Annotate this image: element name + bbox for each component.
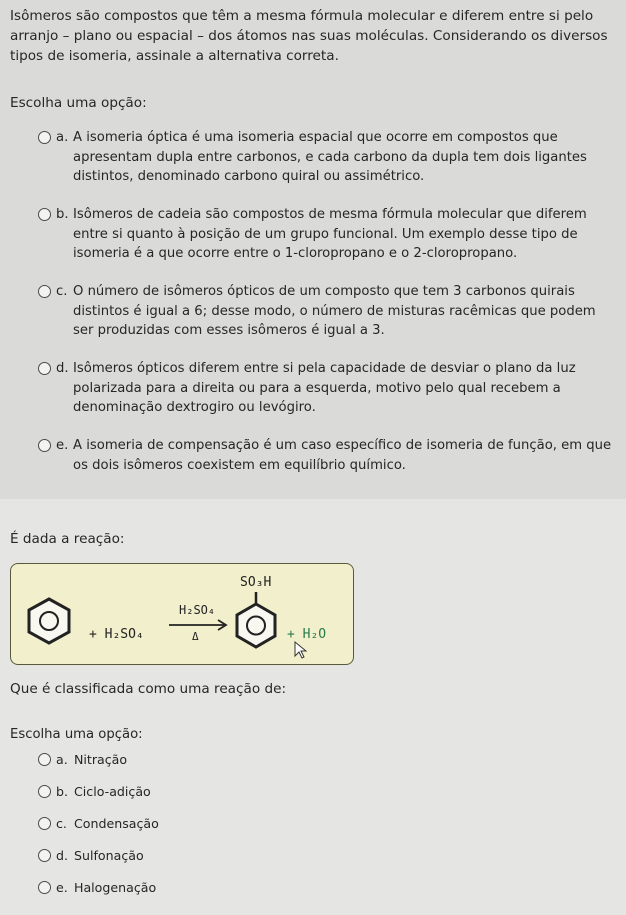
option-text: Isômeros de cadeia são compostos de mesma fórmula molecular que diferem entre si quanto à posição de um grupo funcional. Um exemplo desse tipo de isomeria é a que ocorre entre o 1-cloropropano e o 2-cloropropano. xyxy=(73,207,587,261)
mouse-cursor-icon xyxy=(295,642,306,658)
option-text: Isômeros ópticos diferem entre si pela capacidade de desviar o plano da luz polarizada para a direita ou para a esquerda, motivo pelo qual recebem a denominação dextrogiro ou levógiro. xyxy=(73,361,576,415)
q2-option-e[interactable] xyxy=(38,879,156,897)
condition-text: Δ xyxy=(192,630,199,643)
radio-button[interactable] xyxy=(38,131,51,144)
option-text: Sulfonação xyxy=(74,848,144,863)
q1-option-b[interactable] xyxy=(38,205,616,264)
option-letter: c. xyxy=(56,284,68,299)
radio-button[interactable] xyxy=(38,849,51,862)
reaction-image xyxy=(10,563,354,665)
option-text: O número de isômeros ópticos de um composto que tem 3 carbonos quirais distintos é igual a 6; desse modo, o número de misturas racêmicas que podem ser produzidas com esses isômeros é igual a 3. xyxy=(73,284,596,338)
option-letter: d. xyxy=(56,361,69,376)
radio-button[interactable] xyxy=(38,785,51,798)
q1-option-c[interactable] xyxy=(38,282,616,341)
option-letter: b. xyxy=(56,207,69,222)
product-group-text: SO₃H xyxy=(240,575,272,590)
reagent-text: + H₂SO₄ xyxy=(89,627,144,642)
q2-option-b[interactable] xyxy=(38,783,151,801)
question-2-title: É dada a reação: xyxy=(10,531,125,547)
radio-button[interactable] xyxy=(38,208,51,221)
radio-button[interactable] xyxy=(38,753,51,766)
option-text: A isomeria óptica é uma isomeria espacial que ocorre em compostos que apresentam dupla entre carbonos, e cada carbono da dupla tem dois ligantes distintos, denominado carbono quiral ou assimétrico. xyxy=(73,130,587,184)
radio-button[interactable] xyxy=(38,362,51,375)
q2-option-c[interactable] xyxy=(38,815,159,833)
catalyst-text: H₂SO₄ xyxy=(179,603,216,617)
option-text: Condensação xyxy=(74,816,159,831)
option-letter: e. xyxy=(56,438,69,453)
radio-button[interactable] xyxy=(38,881,51,894)
option-letter: a. xyxy=(56,752,68,767)
benzene-ring-icon xyxy=(29,599,69,643)
option-letter: d. xyxy=(56,848,68,863)
option-text: A isomeria de compensação é um caso específico de isomeria de função, em que os dois isômeros coexistem em equilíbrio químico. xyxy=(73,438,612,473)
option-letter: c. xyxy=(56,816,67,831)
q1-option-e[interactable] xyxy=(38,436,616,475)
option-letter: e. xyxy=(56,880,68,895)
option-letter: a. xyxy=(56,130,69,145)
byproduct-text: + H₂O xyxy=(287,627,327,642)
reaction-diagram xyxy=(11,564,353,664)
radio-button[interactable] xyxy=(38,285,51,298)
q1-option-d[interactable] xyxy=(38,359,616,418)
radio-button[interactable] xyxy=(38,439,51,452)
q1-option-a[interactable] xyxy=(38,128,616,187)
radio-button[interactable] xyxy=(38,817,51,830)
option-text: Halogenação xyxy=(74,880,157,895)
option-text: Nitração xyxy=(74,752,128,767)
benzene-ring-product-icon xyxy=(237,604,275,647)
question-1-text: Isômeros são compostos que têm a mesma fórmula molecular e diferem entre si pelo arranjo – plano ou espacial – dos átomos nas suas moléculas. Considerando os diversos tipos de isomeria, assinale a alternativa correta. xyxy=(10,8,608,64)
question-2-choose-label: Escolha uma opção: xyxy=(10,727,143,742)
option-text: Ciclo-adição xyxy=(74,784,151,799)
question-1-choose-label: Escolha uma opção: xyxy=(10,95,147,111)
question-2-text: Que é classificada como uma reação de: xyxy=(10,681,287,697)
option-letter: b. xyxy=(56,784,68,799)
q2-option-a[interactable] xyxy=(38,751,127,769)
q2-option-d[interactable] xyxy=(38,847,144,865)
